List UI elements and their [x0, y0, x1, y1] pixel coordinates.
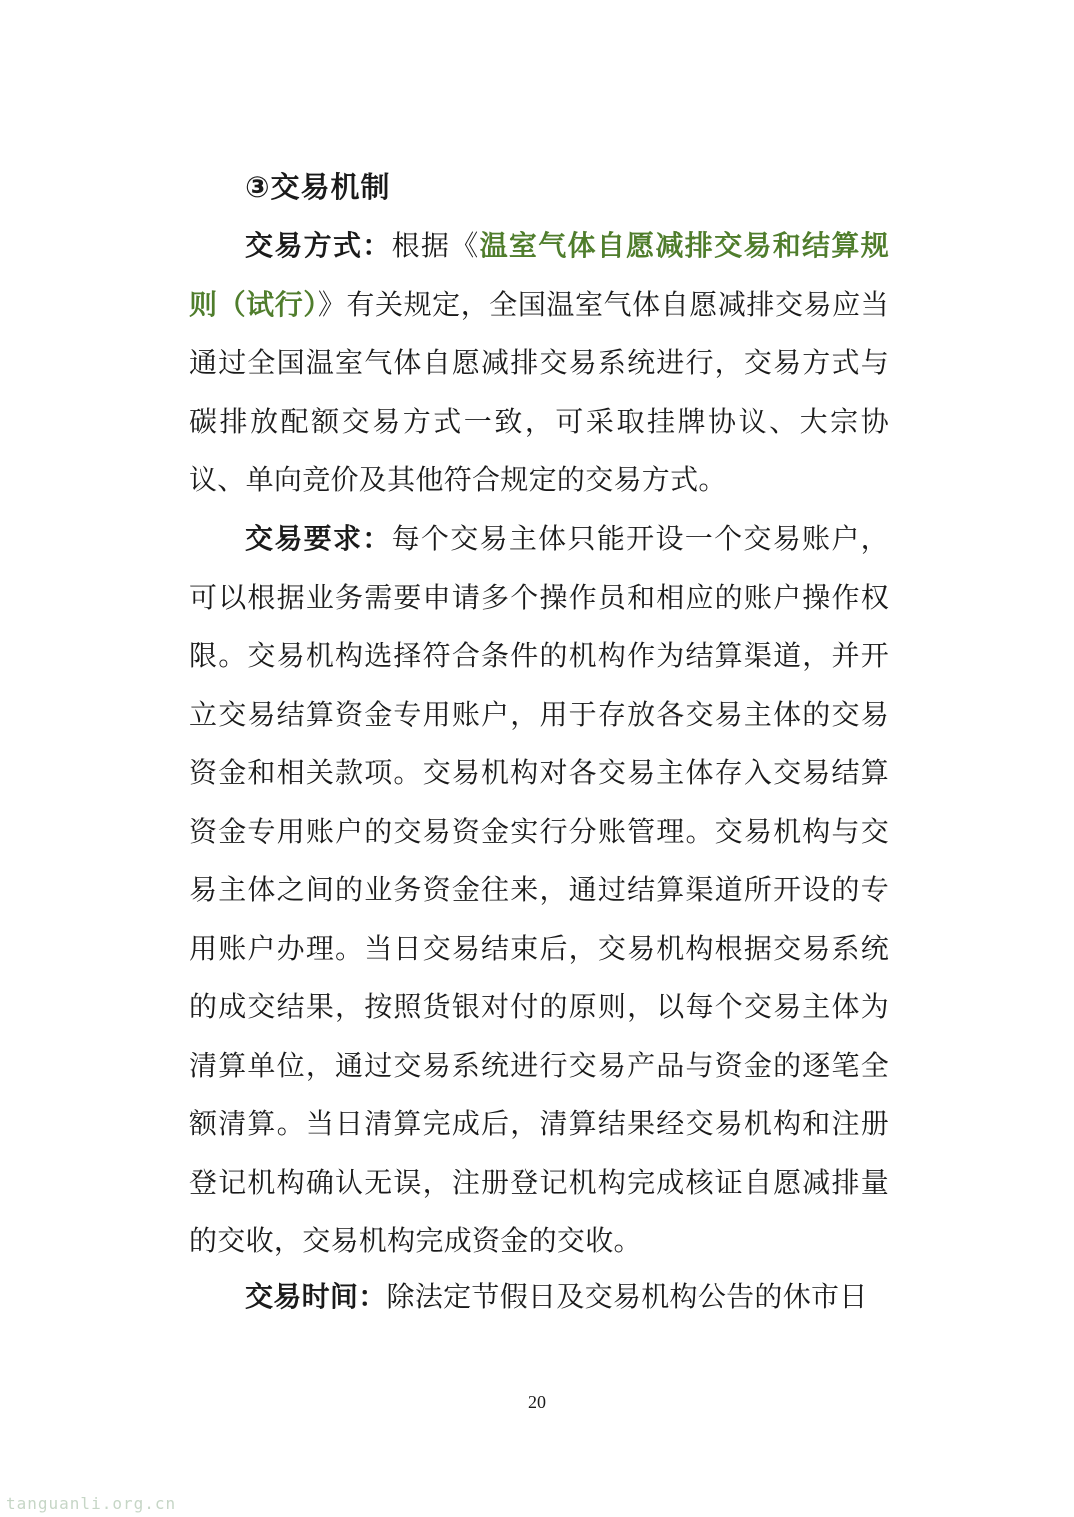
- watermark: tanguanli.org.cn: [6, 1494, 177, 1513]
- page-number: 20: [528, 1392, 546, 1412]
- paragraph-text-post: 》有关规定，全国温室气体自愿减排交易应当通过全国温室气体自愿减排交易系统进行，交易方式与碳排放配额交易方式一致，可采取挂牌协议、大宗协议、单向竞价及其他符合规定的交易方式。: [189, 287, 889, 496]
- paragraph-lead-method: 交易方式：: [245, 229, 392, 262]
- rule-title-link: 温室气体自愿减排交易和结算规则（试行）: [189, 229, 889, 321]
- section-heading: ③交易机制: [245, 170, 391, 204]
- paragraph-lead-time: 交易时间：: [245, 1280, 387, 1313]
- paragraph-trading-requirements: [189, 510, 889, 1271]
- paragraph-trading-time: [189, 1268, 889, 1327]
- paragraph-text-time: 除法定节假日及交易机构公告的休市日: [386, 1280, 868, 1313]
- paragraph-text-requirements: 每个交易主体只能开设一个交易账户，可以根据业务需要申请多个操作员和相应的账户操作权限。交易机构选择符合条件的机构作为结算渠道，并开立交易结算资金专用账户，用于存放各交易主体的交易资金和相关款项。交易机构对各交易主体存入交易结算资金专用账户的交易资金实行分账管理。交易机构与交易主体之间的业务资金往来，通过结算渠道所开设的专用账户办理。当日交易结束后，交易机构根据交易系统的成交结果，按照货银对付的原则，以每个交易主体为清算单位，通过交易系统进行交易产品与资金的逐笔全额清算。当日清算完成后，清算结果经交易机构和注册登记机构确认无误，注册登记机构完成核证自愿减排量的交收，交易机构完成资金的交收。: [189, 522, 889, 1257]
- paragraph-lead-requirements: 交易要求：: [245, 522, 392, 555]
- paragraph-trading-method: [189, 217, 889, 510]
- paragraph-text-pre: 根据《: [391, 229, 480, 262]
